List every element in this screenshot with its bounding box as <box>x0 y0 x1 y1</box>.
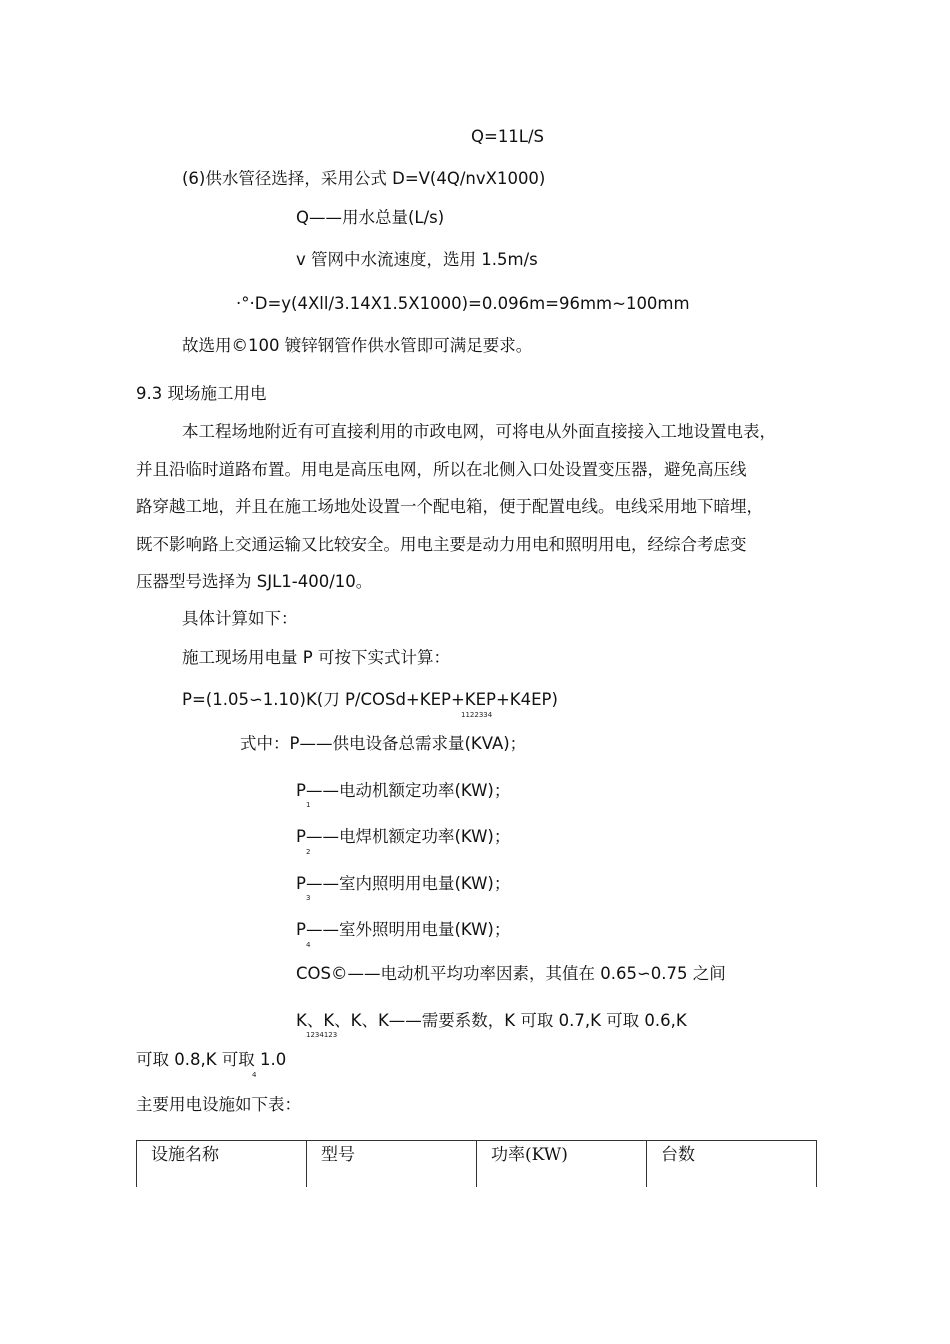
definition-p3: P——室内照明用电量(KW)； <box>296 874 511 893</box>
subscript-p4: 4 <box>306 941 311 949</box>
paragraph-line-5: 压器型号选择为 SJL1-400/10。 <box>136 572 373 591</box>
k-continuation-subscript: 4 <box>252 1071 257 1079</box>
definition-p1: P——电动机额定功率(KW)； <box>296 781 511 800</box>
header-model: 型号 <box>307 1141 477 1188</box>
k-subscripts: 1234123 <box>306 1031 338 1039</box>
section-heading: 9.3 现场施工用电 <box>136 384 267 403</box>
table-intro: 主要用电设施如下表： <box>136 1095 301 1114</box>
diameter-calculation: ·°·D=y(4Xll/3.14X1.5X1000)=0.096m=96mm~100mm <box>236 294 690 313</box>
subscript-p2: 2 <box>306 848 311 856</box>
definition-p2: P——电焊机额定功率(KW)； <box>296 827 511 846</box>
paragraph-line-1: 本工程场地附近有可直接利用的市政电网，可将电从外面直接接入工地设置电表， <box>182 422 776 441</box>
table-header-row <box>137 1141 817 1188</box>
equipment-table <box>136 1140 817 1187</box>
cos-definition: COS©——电动机平均功率因素，其值在 0.65∽0.75 之间 <box>296 964 726 983</box>
where-line: 式中：P——供电设备总需求量(KVA)； <box>240 734 527 753</box>
q-definition: Q——用水总量(L/s) <box>296 208 445 227</box>
power-formula: P=(1.05∽1.10)K(刀 P/COSd+KEP+KEP+K4EP) <box>182 690 558 709</box>
paragraph-line-2: 并且沿临时道路布置。用电是高压电网，所以在北侧入口处设置变压器，避免高压线 <box>136 460 747 479</box>
header-quantity: 台数 <box>647 1141 817 1188</box>
calc-intro: 具体计算如下： <box>182 609 298 628</box>
definition-p4: P——室外照明用电量(KW)； <box>296 920 511 939</box>
paragraph-line-3: 路穿越工地，并且在施工场地处设置一个配电箱，便于配置电线。电线采用地下暗埋， <box>136 497 763 516</box>
header-facility-name: 设施名称 <box>137 1141 307 1188</box>
k-continuation: 可取 0.8,K 可取 1.0 <box>136 1050 287 1069</box>
formula-subscripts: 1122334 <box>461 711 493 719</box>
subscript-p1: 1 <box>306 801 311 809</box>
v-definition: v 管网中水流速度，选用 1.5m/s <box>296 250 538 269</box>
pipe-conclusion: 故选用©100 镀锌钢管作供水管即可满足要求。 <box>182 336 533 355</box>
flow-result: Q=11L/S <box>471 127 545 146</box>
subscript-p3: 3 <box>306 894 311 902</box>
pipe-formula-title: (6)供水管径选择，采用公式 D=V(4Q/nvX1000) <box>182 169 546 188</box>
paragraph-line-4: 既不影响路上交通运输又比较安全。用电主要是动力用电和照明用电，经综合考虑变 <box>136 535 747 554</box>
header-power: 功率(KW) <box>477 1141 647 1188</box>
calc-description: 施工现场用电量 P 可按下实式计算： <box>182 648 450 667</box>
k-definition: K、K、K、K——需要系数，K 可取 0.7,K 可取 0.6,K <box>296 1011 687 1030</box>
